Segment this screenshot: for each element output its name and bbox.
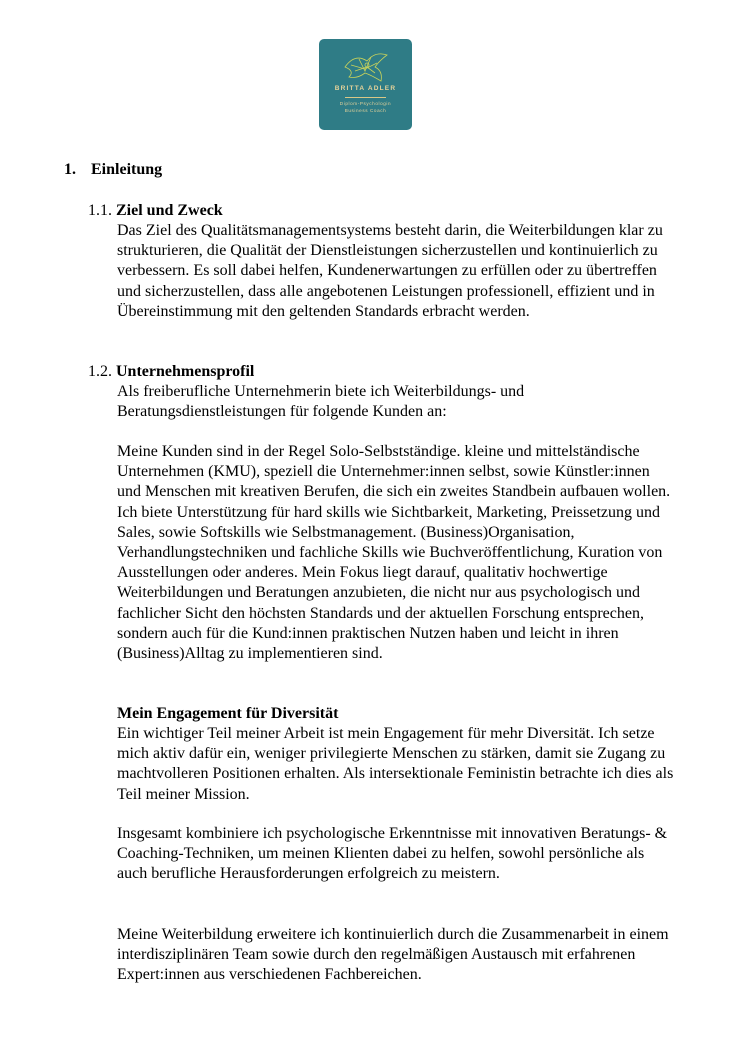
subsection-title-2: Unternehmensprofil (116, 363, 255, 380)
logo-name: BRITTA ADLER (334, 85, 397, 92)
section-heading (64, 160, 162, 180)
subsection-title-1: Ziel und Zweck (116, 202, 223, 219)
section-title: Einleitung (91, 161, 163, 178)
diversity-heading: Mein Engagement für Diversität (117, 705, 339, 722)
training-paragraph: Meine Weiterbildung erweitere ich kontinuierlich durch die Zusammenarbeit in einem interdisziplinären Team sowie durch den regelmäßigen Austausch mit erfahrenen Expert:innen aus verschiedenen Fachbereichen. (117, 926, 669, 984)
diversity-paragraph: Ein wichtiger Teil meiner Arbeit ist mein Engagement für mehr Diversität. Ich setze mich aktiv dafür ein, weniger privilegierte Menschen zu stärken, damit sie Zugang zu machtvolleren Positionen erhalten. Als intersektionale Feministin betrachte ich dies als Teil meiner Mission. (117, 725, 674, 803)
section-number: 1. (64, 161, 76, 178)
profile-intro-paragraph: Als freiberufliche Unternehmerin biete ich Weiterbildungs- und Beratungsdienstleistungen für folgende Kunden an: (117, 383, 525, 421)
subsection-heading-2 (88, 362, 254, 382)
subsection-heading-1 (88, 201, 223, 221)
logo-subtitle-1: Diplom-Psychologin (339, 101, 392, 106)
subsection-number-1: 1.1. (88, 202, 112, 219)
purpose-paragraph: Das Ziel des Qualitätsmanagementsystems besteht darin, die Weiterbildungen klar zu strukturieren, die Qualität der Dienstleistungen sicherzustellen und kontinuierlich zu verbessern. Es soll dabei helfen, Kundenerwartungen zu erfüllen oder zu übertreffen und sicherzustellen, dass alle angebotenen Leistungen professionell, effizient und in Übereinstimmung mit den geltenden Standards erbracht werden. (117, 222, 663, 320)
clients-paragraph: Meine Kunden sind in der Regel Solo-Selbstständige. kleine und mittelständische Unternehmen (KMU), speziell die Unternehmer:innen selbst, sowie Künstler:innen und Menschen mit kreativen Berufen, die sich ein zweites Standbein aufbauen wollen. Ich biete Unterstützung für hard skills wie Sichtbarkeit, Marketing, Preissetzung und Sales, sowie Softskills wie Selbstmanagement. (Business)Organisation, Verhandlungstechniken und fachliche Skills wie Buchveröffentlichung, Kuration von Ausstellungen oder anderes. Mein Fokus liegt darauf, qualitativ hochwertige Weiterbildungen und Beratungen anzubieten, die nicht nur aus psychologisch und fachlicher Sicht den höchsten Standards und der aktuellen Forschung entsprechen, sondern auch für die Kund:innen praktischen Nutzen haben und leicht in ihren (Business)Alltag zu implementieren sind. (117, 443, 671, 663)
logo-divider (345, 97, 386, 98)
subsection-number-2: 1.2. (88, 363, 112, 380)
bird-logo-icon (341, 47, 390, 85)
summary-paragraph: Insgesamt kombiniere ich psychologische Erkenntnisse mit innovativen Beratungs- & Coaching-Techniken, um meinen Klienten dabei zu helfen, sowohl persönliche als auch berufliche Herausforderungen erfolgreich zu meistern. (117, 825, 668, 883)
logo-subtitle-2: Business Coach (344, 108, 387, 113)
brand-logo (319, 39, 412, 130)
